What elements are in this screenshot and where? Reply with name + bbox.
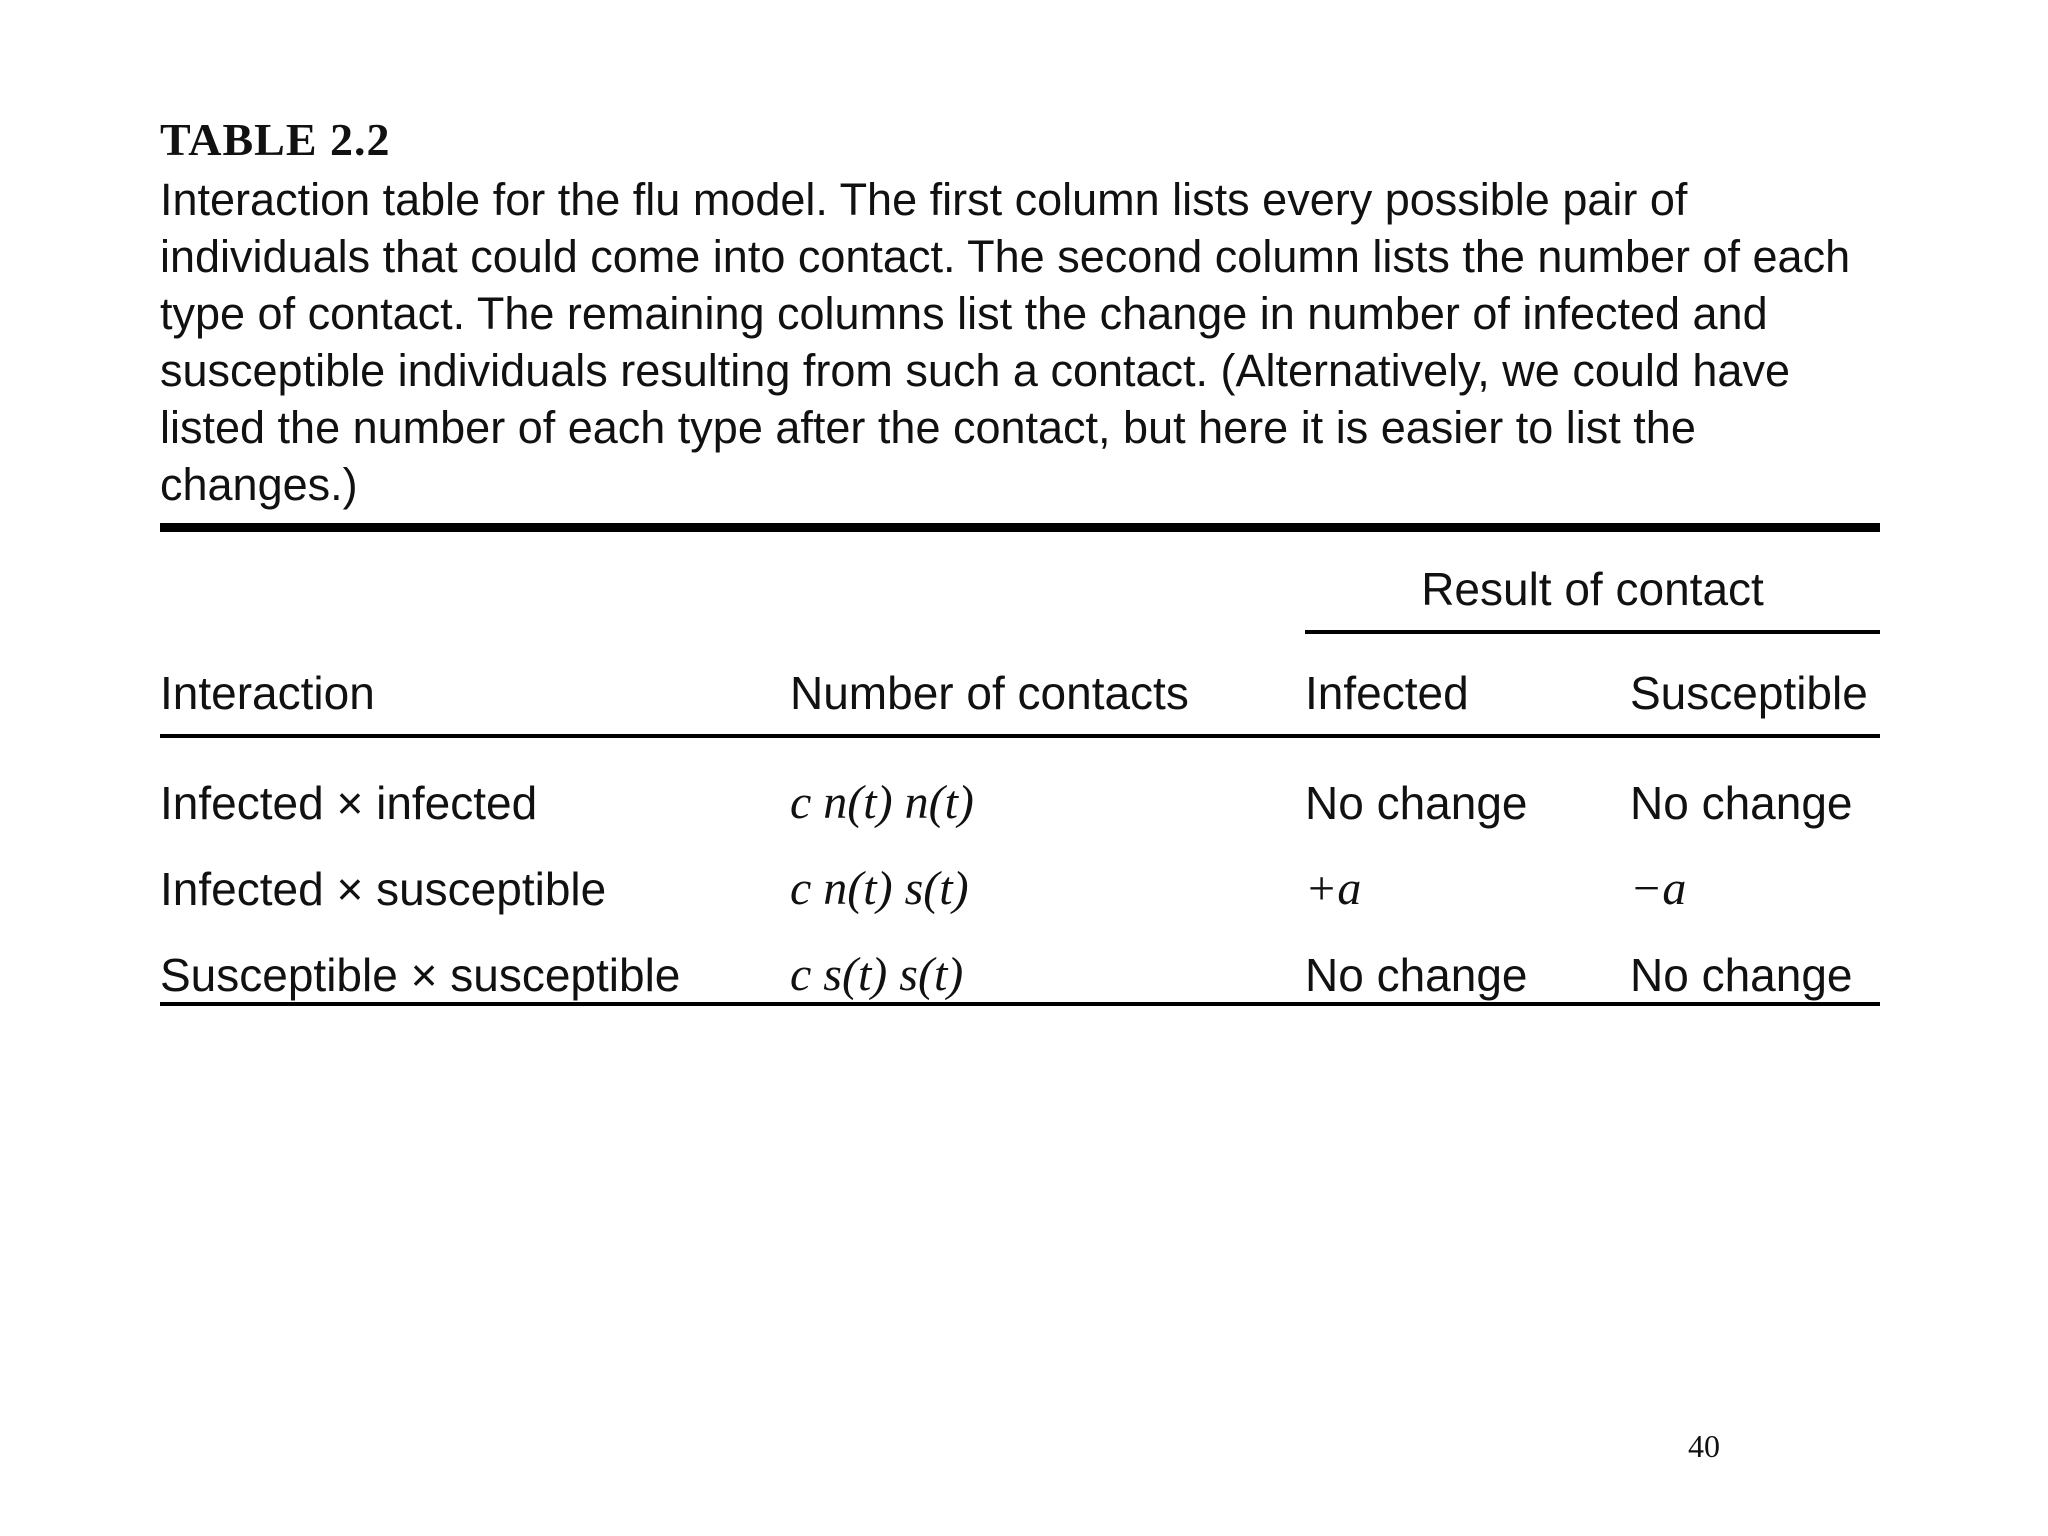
column-header-susceptible: Susceptible <box>1630 632 1880 736</box>
interaction-cell: Susceptible × susceptible <box>160 916 790 1004</box>
empty-header-cell <box>790 532 1305 632</box>
interaction-cell: Infected × infected <box>160 777 538 830</box>
top-rule <box>160 523 1880 532</box>
table-row <box>160 736 1880 830</box>
susceptible-change-cell: No change <box>1630 916 1880 1004</box>
contacts-cell: c s(t) s(t) <box>790 916 1305 1004</box>
interaction-table <box>160 532 1880 1006</box>
susceptible-change-cell: −a <box>1630 862 1687 916</box>
infected-change-cell: No change <box>1305 777 1528 830</box>
contacts-cell: c n(t) n(t) <box>790 776 974 830</box>
column-header-number-of-contacts: Number of contacts <box>790 632 1305 736</box>
interaction-cell: Infected × susceptible <box>160 863 607 916</box>
group-header-row <box>160 532 1880 632</box>
table-row <box>160 916 1880 1004</box>
susceptible-change-cell: No change <box>1630 777 1853 830</box>
table-row <box>160 830 1880 916</box>
empty-header-cell <box>160 532 790 632</box>
contacts-cell: c n(t) s(t) <box>790 862 969 916</box>
infected-change-cell: No change <box>1305 916 1630 1004</box>
column-header-interaction: Interaction <box>160 632 790 736</box>
page-number: 40 <box>1688 1428 1720 1464</box>
table-block <box>160 112 1880 1006</box>
column-header-infected: Infected <box>1305 632 1630 736</box>
table-label: TABLE 2.2 <box>160 114 391 165</box>
infected-change-cell: +a <box>1305 862 1362 916</box>
table-caption: Interaction table for the flu model. The first column lists every possible pair of individuals that could come into contact. The second column lists the number of each type of contact. The remaining columns list the change in number of infected and susceptible individuals resulting from such a contact. (Alternatively, we could have listed the number of each type after the contact, but here it is easier to list the changes.) <box>160 174 1851 511</box>
column-header-row <box>160 632 1880 736</box>
result-of-contact-header: Result of contact <box>1305 532 1880 632</box>
